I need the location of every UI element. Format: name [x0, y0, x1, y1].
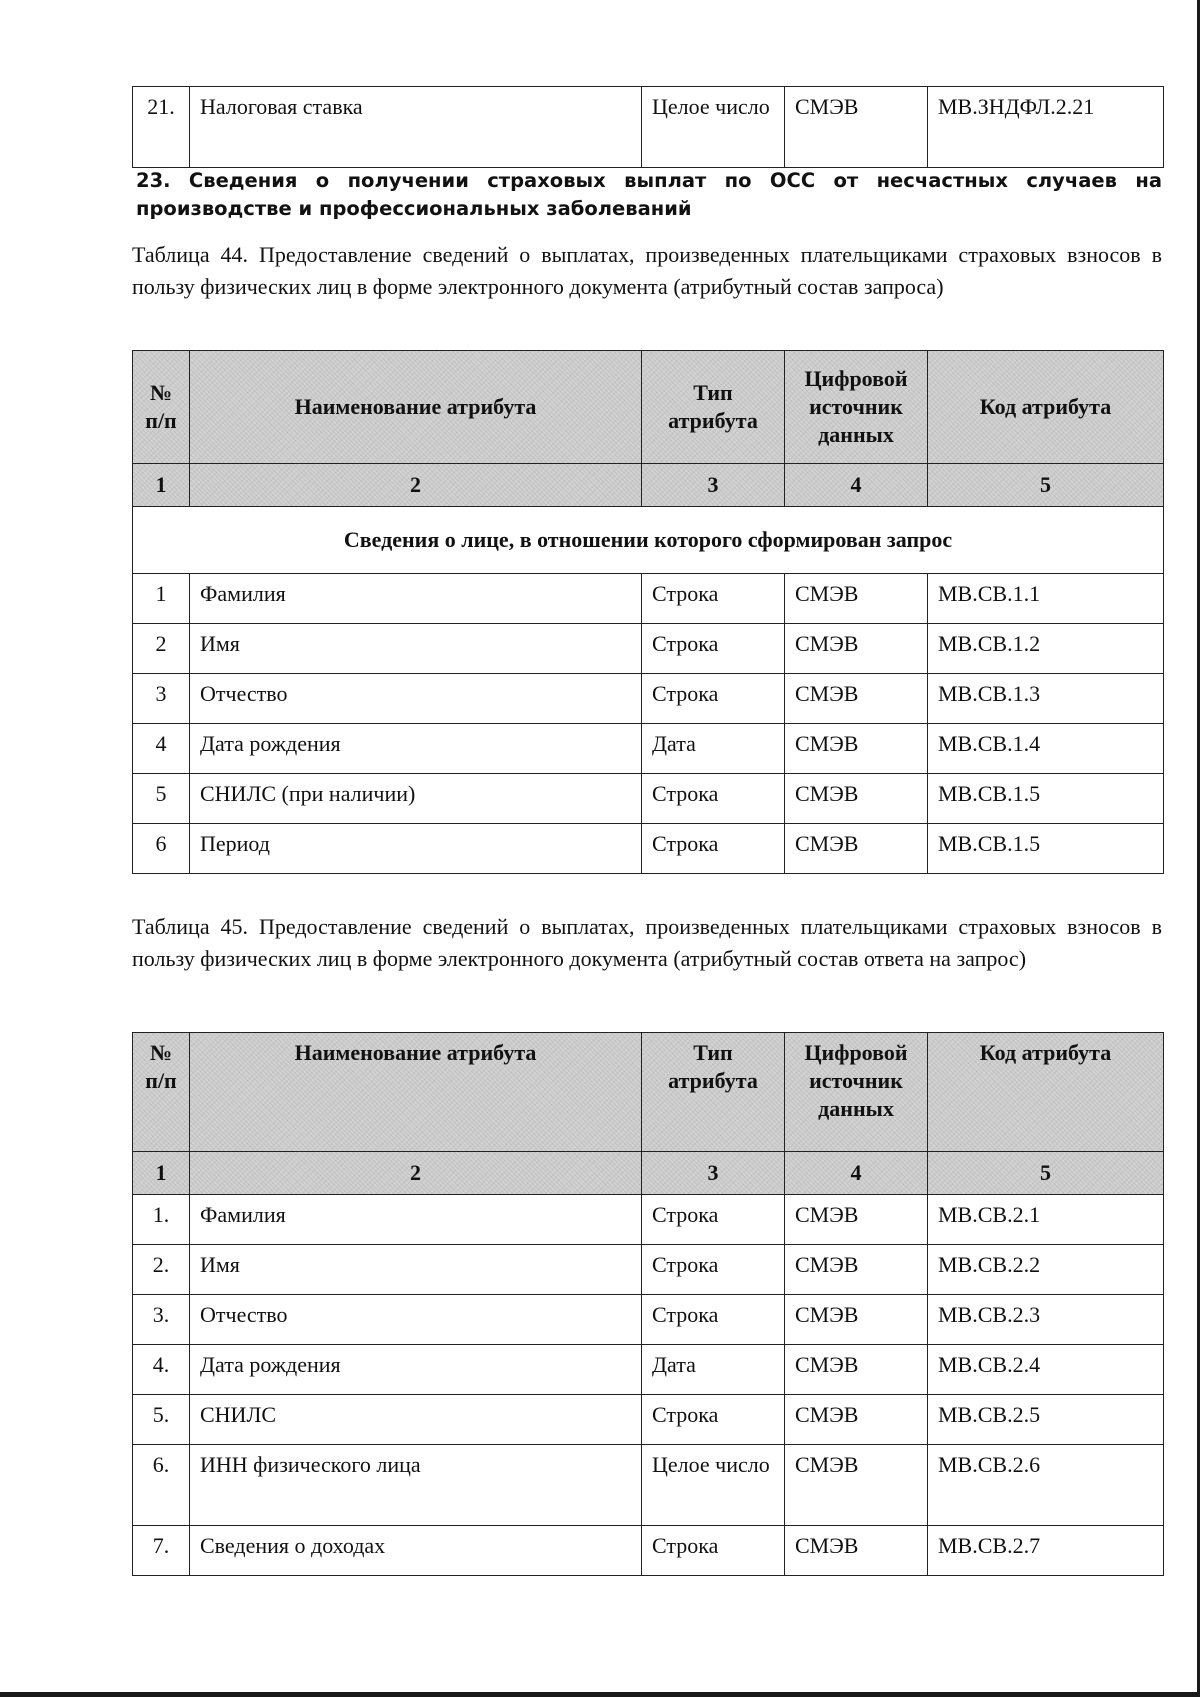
cell-name: Имя: [190, 1245, 642, 1295]
cell-code: МВ.СВ.1.4: [928, 724, 1164, 774]
cell-code: МВ.СВ.1.5: [928, 774, 1164, 824]
table-header-row: [133, 1033, 1164, 1152]
cell-source: СМЭВ: [785, 1445, 928, 1526]
cell-name: Отчество: [190, 1295, 642, 1345]
cell-type: Целое число: [642, 87, 785, 168]
cell-type: Дата: [642, 724, 785, 774]
cell-code: МВ.СВ.2.6: [928, 1445, 1164, 1526]
table-row: [133, 624, 1164, 674]
header-type: Тип атрибута: [642, 1033, 785, 1152]
cell-num: 2: [133, 624, 190, 674]
header-num: № п/п: [133, 351, 190, 464]
table-row: [133, 1195, 1164, 1245]
cell-type: Строка: [642, 1295, 785, 1345]
column-number: 4: [785, 1152, 928, 1195]
cell-code: МВ.СВ.2.1: [928, 1195, 1164, 1245]
header-type: Тип атрибута: [642, 351, 785, 464]
cell-name: СНИЛС: [190, 1395, 642, 1445]
header-name: Наименование атрибута: [190, 1033, 642, 1152]
cell-type: Строка: [642, 824, 785, 874]
cell-source: СМЭВ: [785, 674, 928, 724]
cell-num: 7.: [133, 1526, 190, 1576]
column-number-row: [133, 1152, 1164, 1195]
cell-source: СМЭВ: [785, 1345, 928, 1395]
cell-name: Фамилия: [190, 1195, 642, 1245]
cell-name: ИНН физического лица: [190, 1445, 642, 1526]
cell-source: СМЭВ: [785, 1526, 928, 1576]
cell-name: Дата рождения: [190, 1345, 642, 1395]
cell-num: 3: [133, 674, 190, 724]
cell-source: СМЭВ: [785, 1395, 928, 1445]
cell-num: 21.: [133, 87, 190, 168]
cell-code: МВ.СВ.1.2: [928, 624, 1164, 674]
table-row: [133, 1395, 1164, 1445]
table-row: [133, 1295, 1164, 1345]
column-number-row: [133, 464, 1164, 507]
cell-code: МВ.СВ.2.4: [928, 1345, 1164, 1395]
header-code: Код атрибута: [928, 351, 1164, 464]
cell-code: МВ.СВ.1.1: [928, 574, 1164, 624]
group-title: Сведения о лице, в отношении которого сформирован запрос: [133, 507, 1164, 574]
cell-type: Строка: [642, 674, 785, 724]
header-source: Цифровой источник данных: [785, 1033, 928, 1152]
cell-name: Дата рождения: [190, 724, 642, 774]
cell-num: 5: [133, 774, 190, 824]
cell-name: Налоговая ставка: [190, 87, 642, 168]
cell-source: СМЭВ: [785, 574, 928, 624]
cell-num: 3.: [133, 1295, 190, 1345]
table-row: [133, 824, 1164, 874]
table-45: [132, 1032, 1164, 1576]
column-number: 1: [133, 464, 190, 507]
column-number: 3: [642, 1152, 785, 1195]
column-number: 5: [928, 1152, 1164, 1195]
scan-edge-bottom: [0, 1692, 1200, 1697]
cell-name: Фамилия: [190, 574, 642, 624]
cell-source: СМЭВ: [785, 87, 928, 168]
table-44-caption: Таблица 44. Предоставление сведений о выплатах, произведенных плательщиками страховых взносов в пользу физических лиц в форме электронного документа (атрибутный состав запроса): [132, 242, 1162, 299]
cell-code: МВ.СВ.2.5: [928, 1395, 1164, 1445]
cell-name: Сведения о доходах: [190, 1526, 642, 1576]
column-number: 4: [785, 464, 928, 507]
cell-code: МВ.СВ.2.3: [928, 1295, 1164, 1345]
cell-num: 6.: [133, 1445, 190, 1526]
cell-source: СМЭВ: [785, 1245, 928, 1295]
cell-type: Строка: [642, 774, 785, 824]
column-number: 5: [928, 464, 1164, 507]
header-source: Цифровой источник данных: [785, 351, 928, 464]
table-row: [133, 1445, 1164, 1526]
cell-type: Строка: [642, 1195, 785, 1245]
table-row: [133, 1526, 1164, 1576]
cell-code: МВ.СВ.1.5: [928, 824, 1164, 874]
cell-type: Строка: [642, 1526, 785, 1576]
cell-code: МВ.СВ.2.7: [928, 1526, 1164, 1576]
previous-table: [132, 86, 1164, 168]
cell-code: МВ.СВ.1.3: [928, 674, 1164, 724]
column-number: 3: [642, 464, 785, 507]
cell-name: Период: [190, 824, 642, 874]
table-45-caption: Таблица 45. Предоставление сведений о выплатах, произведенных плательщиками страховых взносов в пользу физических лиц в форме электронного документа (атрибутный состав ответа на запрос): [132, 914, 1162, 971]
cell-type: Целое число: [642, 1445, 785, 1526]
cell-num: 2.: [133, 1245, 190, 1295]
cell-code: МВ.ЗНДФЛ.2.21: [928, 87, 1164, 168]
cell-source: СМЭВ: [785, 724, 928, 774]
cell-source: СМЭВ: [785, 824, 928, 874]
cell-num: 4: [133, 724, 190, 774]
section-heading: 23. Сведения о получении страховых выплат по ОСС от несчастных случаев на производстве и профессиональных заболеваний: [136, 169, 1162, 220]
table-row: [133, 774, 1164, 824]
cell-name: СНИЛС (при наличии): [190, 774, 642, 824]
column-number: 1: [133, 1152, 190, 1195]
column-number: 2: [190, 464, 642, 507]
table-row: [133, 87, 1164, 168]
table-44: [132, 350, 1164, 874]
cell-name: Отчество: [190, 674, 642, 724]
cell-num: 1.: [133, 1195, 190, 1245]
header-num: № п/п: [133, 1033, 190, 1152]
cell-source: СМЭВ: [785, 624, 928, 674]
cell-num: 4.: [133, 1345, 190, 1395]
header-code: Код атрибута: [928, 1033, 1164, 1152]
group-row: [133, 507, 1164, 574]
table-row: [133, 574, 1164, 624]
cell-name: Имя: [190, 624, 642, 674]
table-header-row: [133, 351, 1164, 464]
table-row: [133, 1345, 1164, 1395]
cell-type: Строка: [642, 1395, 785, 1445]
cell-num: 6: [133, 824, 190, 874]
cell-num: 5.: [133, 1395, 190, 1445]
cell-source: СМЭВ: [785, 1295, 928, 1345]
cell-type: Строка: [642, 1245, 785, 1295]
cell-type: Дата: [642, 1345, 785, 1395]
header-name: Наименование атрибута: [190, 351, 642, 464]
column-number: 2: [190, 1152, 642, 1195]
cell-type: Строка: [642, 574, 785, 624]
table-row: [133, 1245, 1164, 1295]
cell-source: СМЭВ: [785, 774, 928, 824]
cell-num: 1: [133, 574, 190, 624]
table-row: [133, 674, 1164, 724]
cell-source: СМЭВ: [785, 1195, 928, 1245]
cell-code: МВ.СВ.2.2: [928, 1245, 1164, 1295]
cell-type: Строка: [642, 624, 785, 674]
table-row: [133, 724, 1164, 774]
